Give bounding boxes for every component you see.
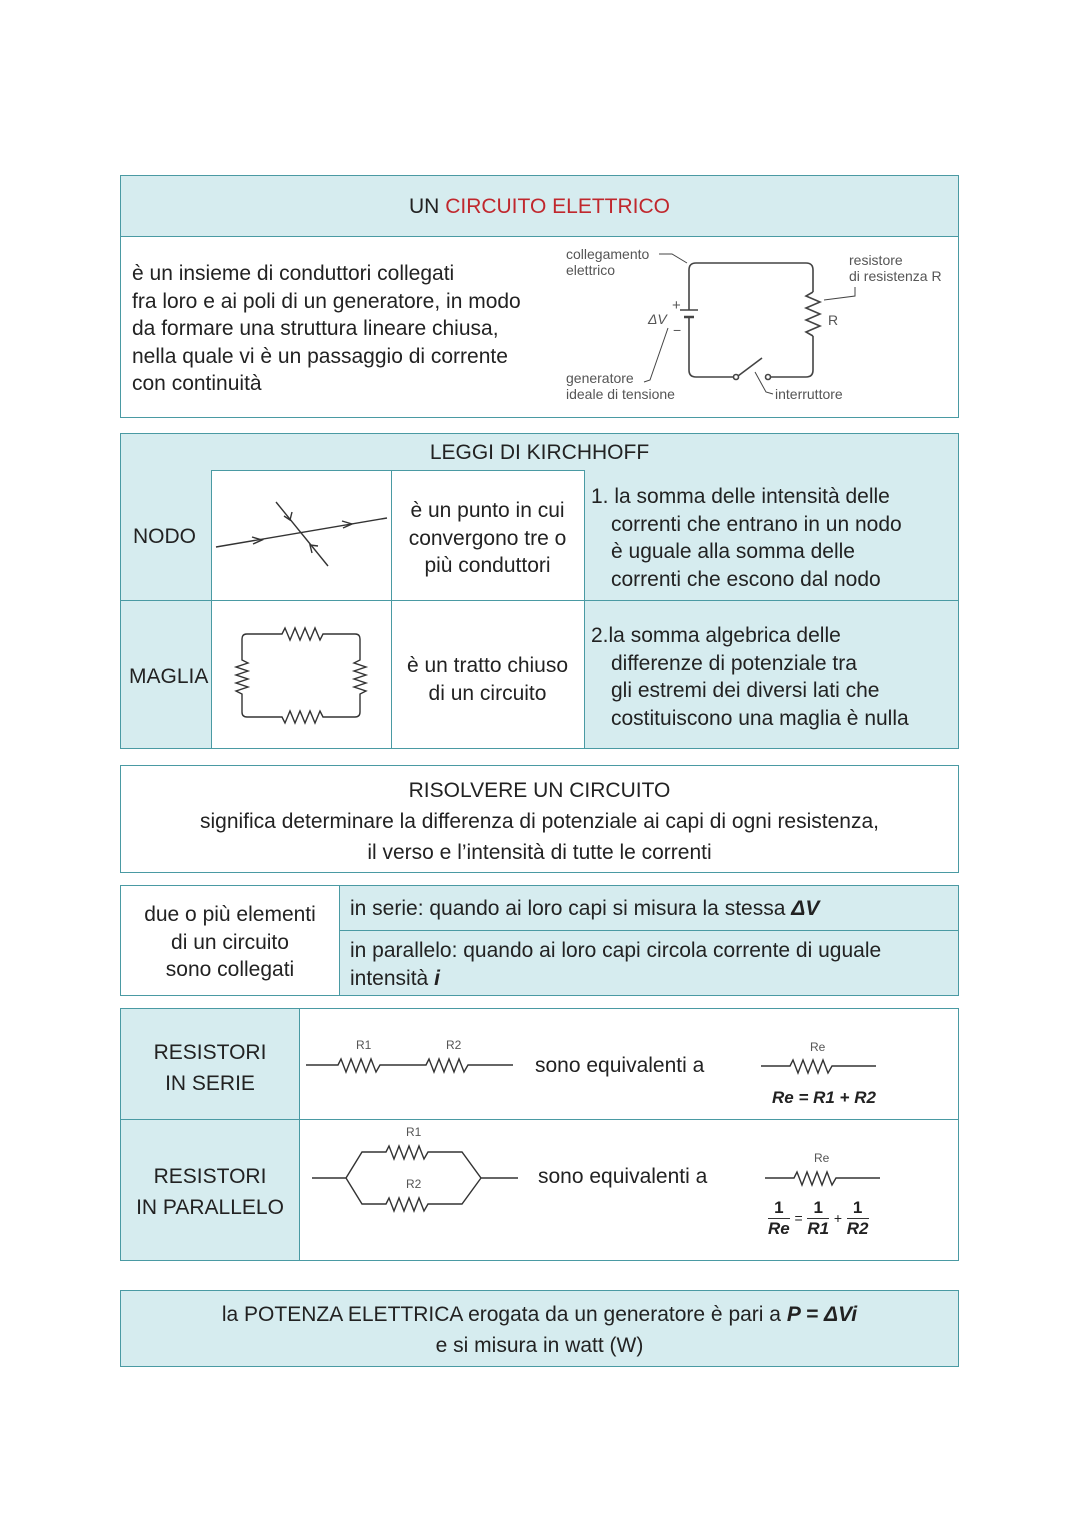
kirchhoff-box [120, 433, 959, 749]
circuit-title-highlight: CIRCUITO ELETTRICO [445, 195, 670, 218]
solve-title: RISOLVERE UN CIRCUITO [408, 779, 671, 802]
kirchhoff-label-col [121, 470, 212, 748]
maglia-law: 2.la somma algebrica delle differenze di potenziale tra gli estremi dei diversi lati che costituiscono una maglia è nulla [591, 624, 909, 730]
parallelo-symbol: i [434, 966, 440, 990]
connections-left: due o più elementi di un circuito sono collegati [144, 903, 316, 981]
label-r: R [828, 312, 839, 328]
label-interruttore: interruttore [775, 386, 843, 402]
parallelo-label: RESISTORI IN PARALLELO [136, 1165, 284, 1219]
serie-equivalent-text: sono equivalenti a [535, 1054, 705, 1077]
serie-re-label: Re [810, 1040, 826, 1054]
parallelo-row: in parallelo: quando ai loro capi circola corrente di uguale intensità i [350, 939, 882, 990]
frac-r2: $\frac{1}{R2}$ [846, 1198, 869, 1238]
label-resistore: resistore di resistenza R [849, 252, 942, 284]
circuit-definition: è un insieme di conduttori collegati fra loro e ai poli di un generatore, in modo da formare una struttura lineare chiusa, nella quale vi è un passaggio di corrente con continuità [132, 262, 521, 395]
power-formula: P = ΔVi [786, 1303, 858, 1326]
connections-box [120, 885, 959, 996]
serie-r2-label: R2 [446, 1038, 462, 1052]
label-collegamento: collegamento elettrico [566, 246, 650, 278]
kirchhoff-title: LEGGI DI KIRCHHOFF [429, 441, 650, 464]
circuit-box [120, 175, 959, 418]
nodo-definition: è un punto in cui convergono tre o più conduttori [408, 499, 567, 577]
solve-line1: significa determinare la differenza di potenziale ai capi di ogni resistenza, [199, 810, 879, 833]
maglia-label: MAGLIA [129, 665, 209, 688]
solve-box [120, 765, 959, 873]
nodo-law: 1. la somma delle intensità delle correnti che entrano in un nodo è uguale alla somma delle correnti che escono dal nodo [591, 485, 902, 591]
par-re-label: Re [814, 1151, 830, 1165]
parallelo-equivalent-text: sono equivalenti a [538, 1165, 708, 1188]
par-r2-label: R2 [406, 1177, 422, 1191]
connections-right [339, 886, 958, 995]
serie-symbol: ΔV [791, 897, 820, 920]
maglia-definition: è un tratto chiuso di un circuito [406, 654, 569, 705]
label-minus: − [673, 322, 682, 338]
serie-row: in serie: quando ai loro capi si misura la stessa ΔV [350, 897, 820, 920]
label-plus: + [672, 297, 681, 314]
kirchhoff-header [121, 434, 958, 471]
label-generatore: generatore ideale di tensione [566, 370, 675, 402]
frac-re: $\frac{1}{Re}$ [768, 1198, 790, 1238]
frac-r1: $\frac{1}{R1}$ [807, 1198, 830, 1238]
nodo-label: NODO [133, 525, 196, 548]
resistors-divider [121, 1119, 958, 1120]
connections-divider [340, 930, 958, 931]
power-line1: la POTENZA ELETTRICA erogata da un generatore è pari a P = ΔVi [221, 1303, 858, 1326]
serie-r1-label: R1 [356, 1038, 372, 1052]
serie-label: RESISTORI IN SERIE [153, 1041, 267, 1095]
solve-line2: il verso e l’intensità di tutte le correnti [367, 841, 712, 864]
divider-h1 [121, 600, 958, 601]
power-box [120, 1290, 959, 1367]
power-line2: e si misura in watt (W) [435, 1334, 644, 1357]
serie-formula: Re = R1 + R2 [772, 1088, 876, 1107]
label-delta-v: ΔV [648, 311, 667, 327]
par-r1-label: R1 [406, 1125, 422, 1139]
circuit-header [121, 176, 958, 237]
parallel-formula: $\frac{1}{Re}$ = $\frac{1}{R1}$ + $\frac{1}{R2}$ [768, 1198, 869, 1238]
circuit-title: UN CIRCUITO ELETTRICO [409, 195, 670, 218]
